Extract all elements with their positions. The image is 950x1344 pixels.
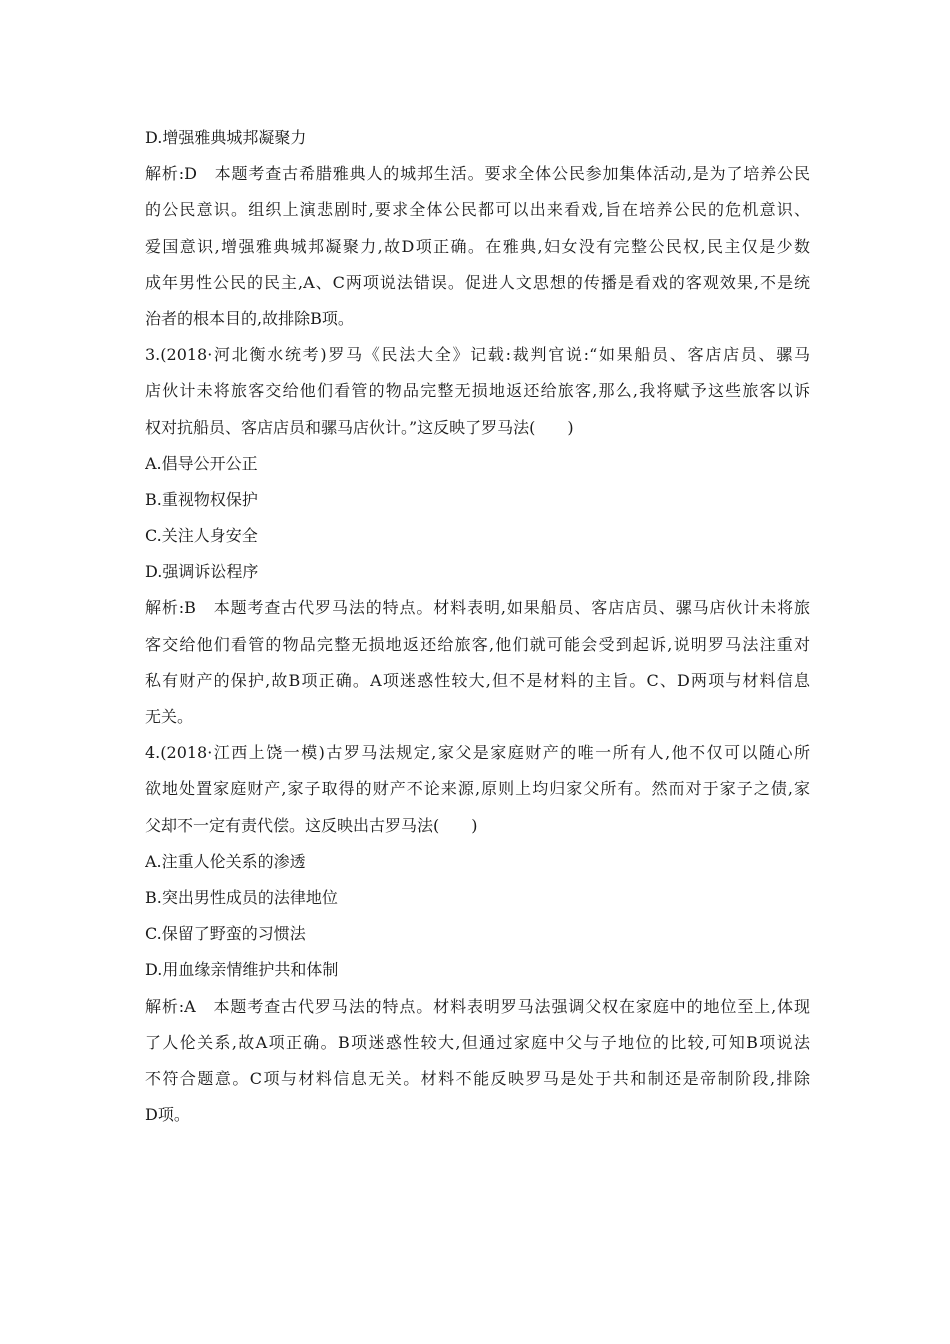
text-line: 了人伦关系,故A项正确。B项迷惑性较大,但通过家庭中父与子地位的比较,可知B项说法 [145,1032,810,1052]
text-line: 不符合题意。C项与材料信息无关。材料不能反映罗马是处于共和制还是帝制阶段,排除 [145,1068,810,1088]
text-line: A.倡导公开公正 [145,453,258,473]
text-line: C.保留了野蛮的习惯法 [145,924,306,944]
text-line: 店伙计未将旅客交给他们看管的物品完整无损地返还给旅客,那么,我将赋予这些旅客以诉 [145,381,810,401]
text-line: 4.(2018·江西上饶一模)古罗马法规定,家父是家庭财产的唯一所有人,他不仅可以随心所 [145,743,810,763]
text-line: 爱国意识,增强雅典城邦凝聚力,故D项正确。在雅典,妇女没有完整公民权,民主仅是少数 [145,236,810,256]
text-line: 治者的根本目的,故排除B项。 [145,308,354,328]
text-line: 的公民意识。组织上演悲剧时,要求全体公民都可以出来看戏,旨在培养公民的危机意识、 [145,200,810,220]
text-line: 权对抗船员、客店店员和骡马店伙计。”这反映了罗马法( ) [145,417,574,437]
text-line: 成年男性公民的民主,A、C两项说法错误。促进人文思想的传播是看戏的客观效果,不是统 [145,272,810,292]
text-line: 解析:D 本题考查古希腊雅典人的城邦生活。要求全体公民参加集体活动,是为了培养公民 [145,164,810,184]
text-line: B.重视物权保护 [145,489,258,509]
text-line: 解析:A 本题考查古代罗马法的特点。材料表明罗马法强调父权在家庭中的地位至上,体现 [145,996,810,1016]
text-line: 3.(2018·河北衡水统考)罗马《民法大全》记载:裁判官说:“如果船员、客店店员、骡马 [145,345,810,365]
text-line: 无关。 [145,707,194,726]
text-line: C.关注人身安全 [145,526,258,546]
text-line: 欲地处置家庭财产,家子取得的财产不论来源,原则上均归家父所有。然而对于家子之债,家 [145,779,810,799]
text-line: D项。 [145,1105,190,1125]
document-page [145,120,810,1133]
text-line: B.突出男性成员的法律地位 [145,887,338,907]
text-line: D.强调诉讼程序 [145,562,259,582]
text-line: 私有财产的保护,故B项正确。A项迷惑性较大,但不是材料的主旨。C、D两项与材料信息 [145,670,810,690]
text-line: A.注重人伦关系的渗透 [145,851,306,871]
text-line: D.用血缘亲情维护共和体制 [145,960,339,980]
text-line: 解析:B 本题考查古代罗马法的特点。材料表明,如果船员、客店店员、骡马店伙计未将旅 [145,598,810,618]
text-line: D.增强雅典城邦凝聚力 [145,128,307,147]
text-line: 客交给他们看管的物品完整无损地返还给旅客,他们就可能会受到起诉,说明罗马法注重对 [145,634,810,654]
text-line: 父却不一定有责代偿。这反映出古罗马法( ) [145,815,478,835]
